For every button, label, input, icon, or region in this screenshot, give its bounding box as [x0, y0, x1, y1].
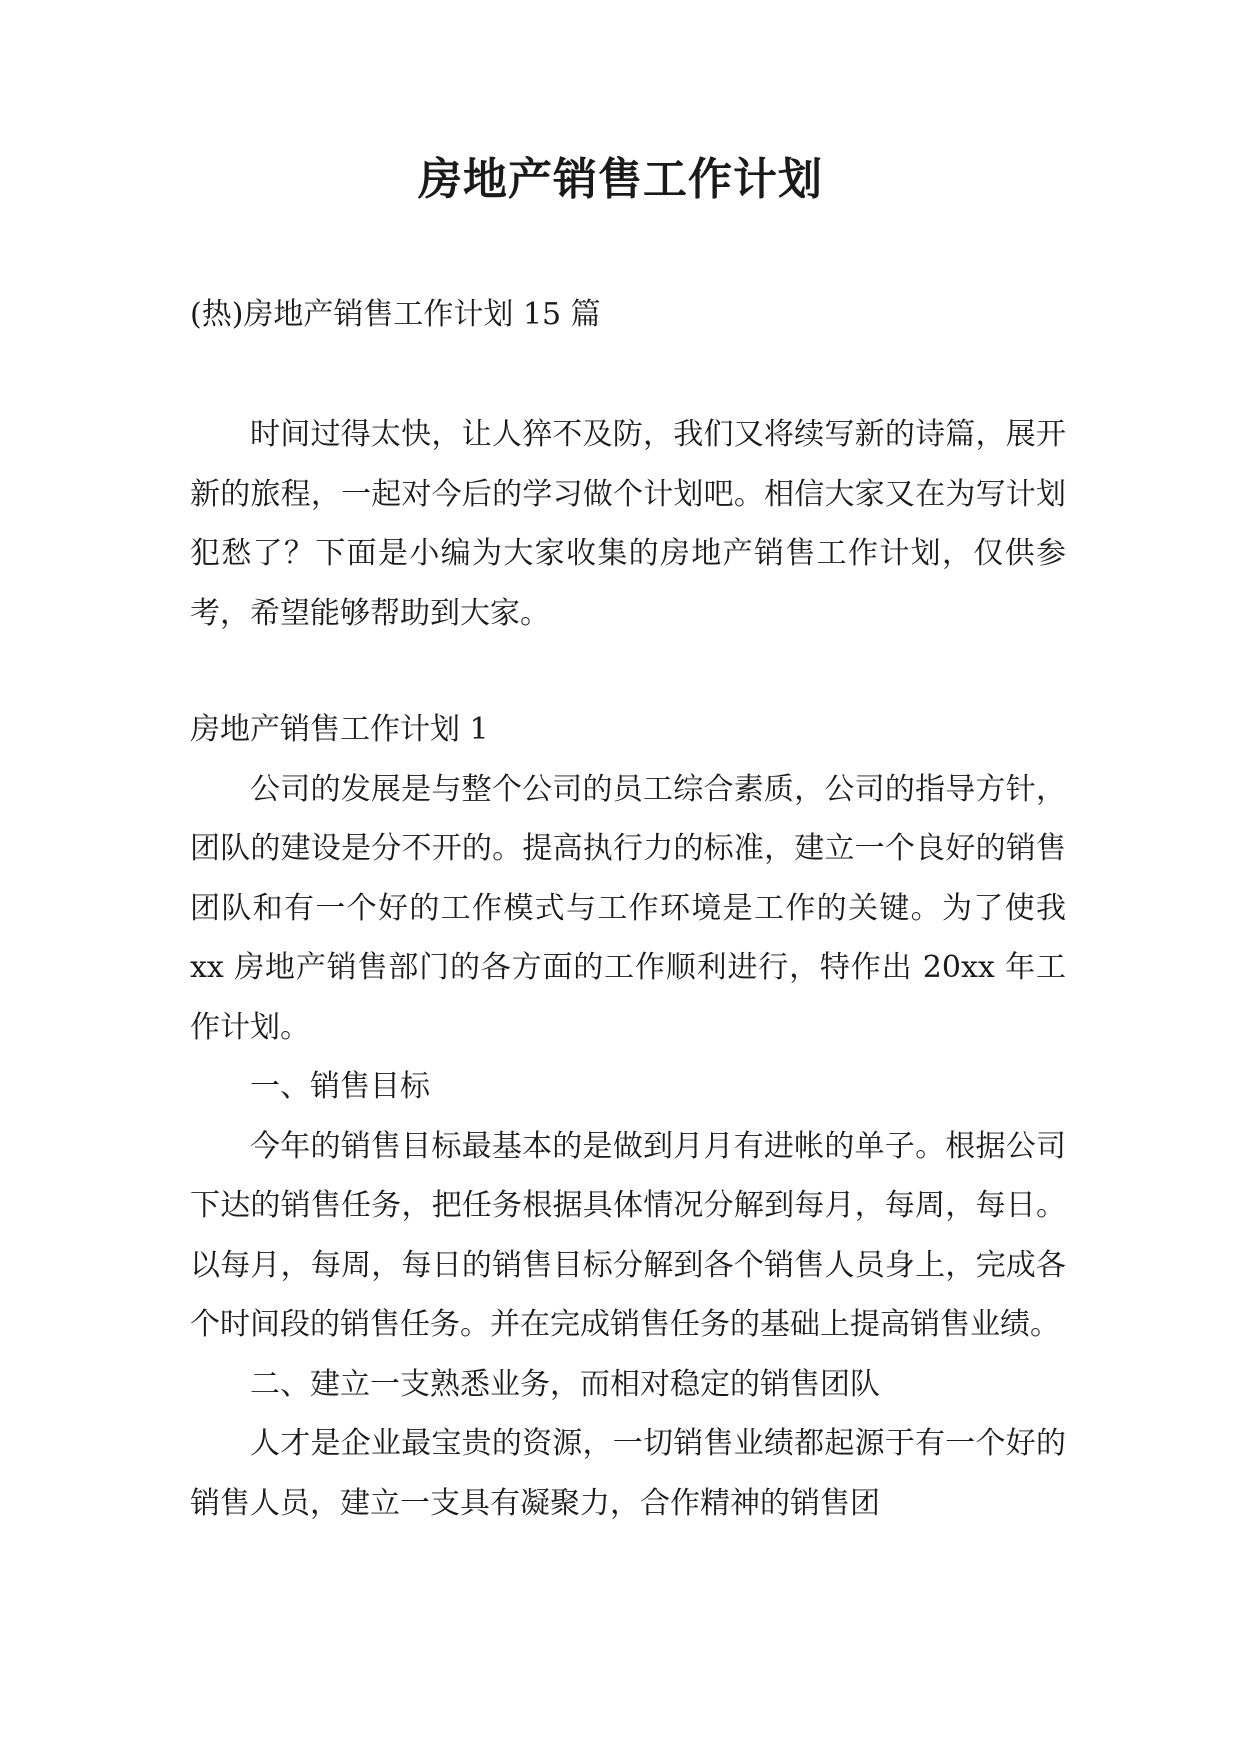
- document-title: 房地产销售工作计划: [418, 154, 823, 205]
- intro-paragraph: 时间过得太快，让人猝不及防，我们又将续写新的诗篇，展开新的旅程，一起对今后的学习做个计划吧。相信大家又在为写计划犯愁了？下面是小编为大家收集的房地产销售工作计划，仅供参考，希望能够帮助到大家。: [190, 417, 1066, 631]
- section-1-subheading-1: 一、销售目标: [250, 1069, 430, 1104]
- intro-block: [190, 405, 1066, 643]
- document-subtitle: (热)房地产销售工作计划 15 篇: [190, 297, 601, 332]
- section-1-paragraph-3: 人才是企业最宝贵的资源，一切销售业绩都起源于有一个好的销售人员，建立一支具有凝聚力，合作精神的销售团: [190, 1426, 1066, 1521]
- section-1-paragraph-1: 公司的发展是与整个公司的员工综合素质，公司的指导方针，团队的建设是分不开的。提高执行力的标准，建立一个良好的销售团队和有一个好的工作模式与工作环境是工作的关键。为了使我 xx 房地产销售部门的各方面的工作顺利进行，特作出 20xx 年工作计划。: [190, 771, 1066, 1045]
- section-1-heading: 房地产销售工作计划 1: [190, 712, 489, 747]
- section-1-paragraph-2: 今年的销售目标最基本的是做到月月有进帐的单子。根据公司下达的销售任务，把任务根据具体情况分解到每月，每周，每日。以每月，每周，每日的销售目标分解到各个销售人员身上，完成各个时间段的销售任务。并在完成销售任务的基础上提高销售业绩。: [190, 1128, 1066, 1342]
- section-1: [190, 700, 1066, 1533]
- section-1-subheading-2: 二、建立一支熟悉业务，而相对稳定的销售团队: [250, 1366, 880, 1402]
